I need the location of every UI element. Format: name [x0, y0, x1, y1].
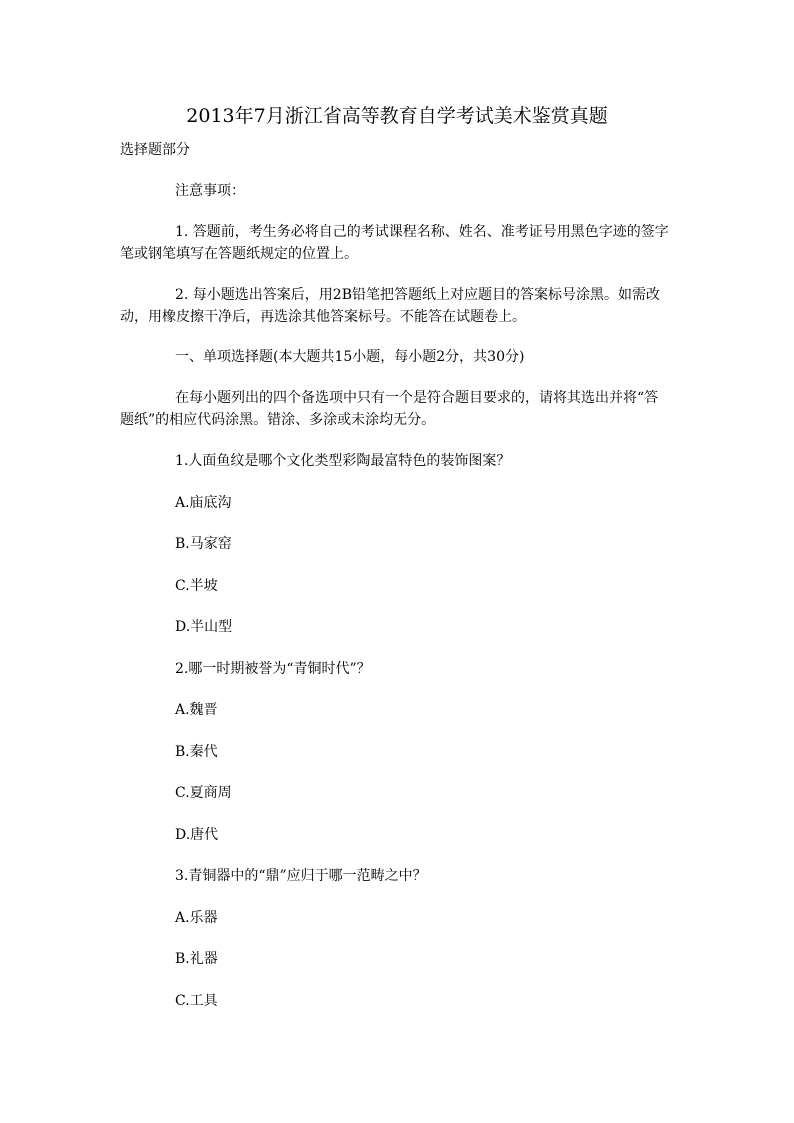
question-1-option-a: A.庙底沟 [175, 495, 232, 511]
question-1-option-d: D.半山型 [175, 619, 233, 635]
question-2-option-d: D.唐代 [175, 827, 219, 843]
instruction-line-2: 题纸”的相应代码涂黑。错涂、多涂或未涂均无分。 [120, 412, 436, 428]
question-3-stem: 3.青铜器中的“鼎”应归于哪一范畴之中？ [175, 868, 427, 884]
question-1-option-b: B.马家窑 [175, 536, 232, 552]
notice-item-2-line-2: 动，用橡皮擦干净后，再选涂其他答案标号。不能答在试题卷上。 [120, 309, 526, 325]
notice-item-2 [120, 284, 686, 328]
question-2-option-b: B.秦代 [175, 744, 218, 760]
notice-item-1 [120, 221, 686, 265]
notice-item-1-line-1: 1. 答题前，考生务必将自己的考试课程名称、姓名、准考证号用黑色字迹的签字 [175, 224, 669, 240]
question-2-stem: 2.哪一时期被誉为“青铜时代”？ [175, 661, 371, 677]
question-3-option-a: A.乐器 [175, 910, 218, 926]
page-title: 2013年7月浙江省高等教育自学考试美术鉴赏真题 [186, 105, 608, 127]
instruction-paragraph [120, 387, 686, 431]
question-1-option-c: C.半坡 [175, 578, 218, 594]
part-heading: 一、单项选择题(本大题共15小题，每小题2分，共30分) [175, 349, 525, 365]
notice-heading: 注意事项： [175, 183, 245, 199]
question-3-option-b: B.礼器 [175, 951, 218, 967]
notice-item-2-line-1: 2. 每小题选出答案后，用2B铅笔把答题纸上对应题目的答案标号涂黑。如需改 [175, 287, 661, 303]
question-3-option-c: C.工具 [175, 993, 218, 1009]
question-2-option-a: A.魏晋 [175, 702, 218, 718]
notice-item-1-line-2: 笔或钢笔填写在答题纸规定的位置上。 [120, 246, 358, 262]
question-1-stem: 1.人面鱼纹是哪个文化类型彩陶最富特色的装饰图案？ [175, 453, 511, 469]
section-label: 选择题部分 [120, 142, 190, 158]
question-2-option-c: C.夏商周 [175, 785, 232, 801]
instruction-line-1: 在每小题列出的四个备选项中只有一个是符合题目要求的，请将其选出并将“答 [175, 390, 659, 406]
